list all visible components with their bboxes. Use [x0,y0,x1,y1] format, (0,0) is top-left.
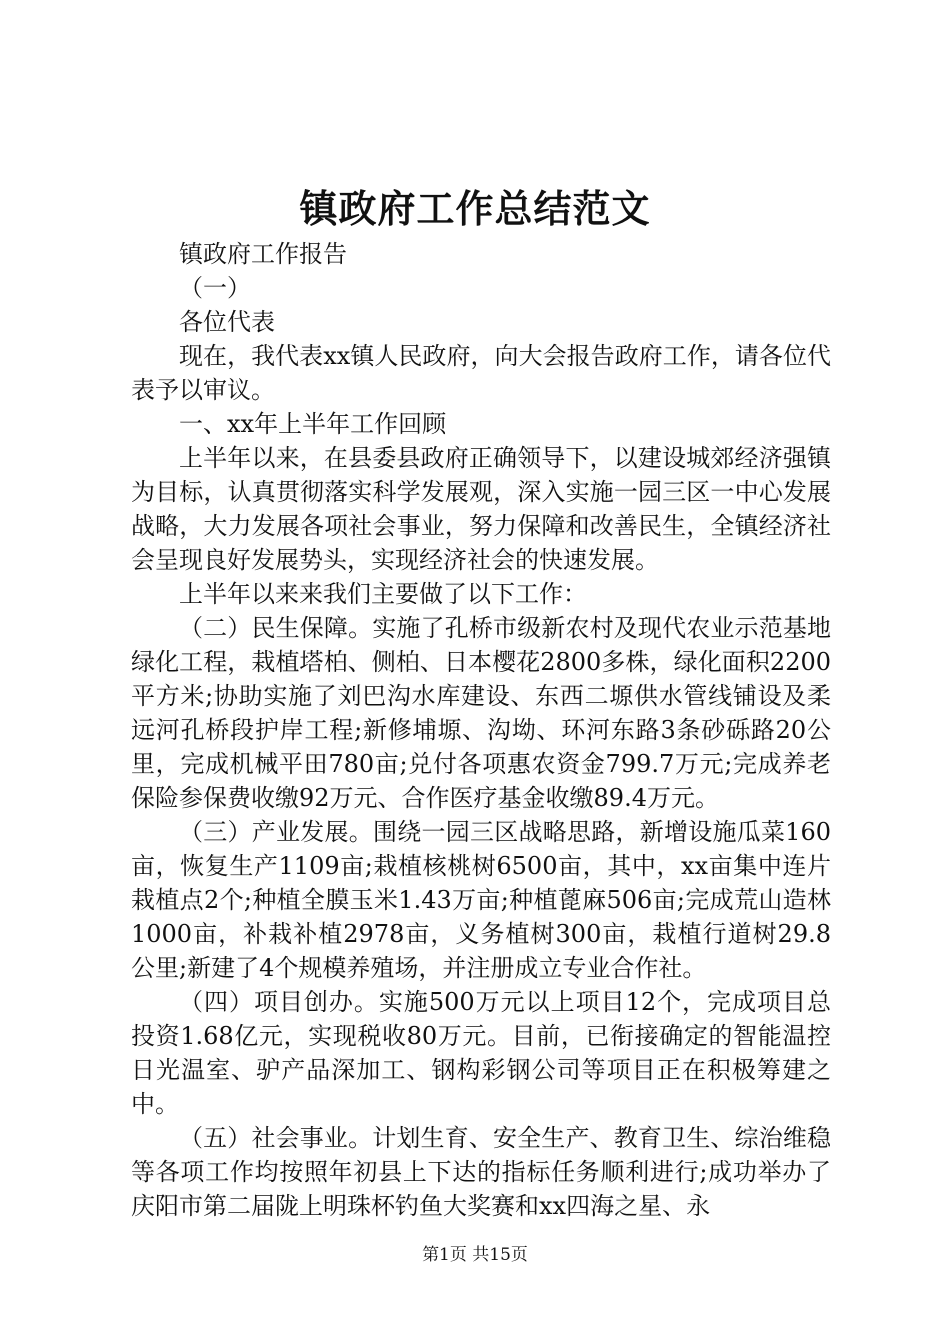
paragraph-intro: 现在，我代表xx镇人民政府，向大会报告政府工作，请各位代表予以审议。 [131,342,831,404]
document-body [131,237,831,1223]
paragraph-overview: 上半年以来，在县委县政府正确领导下，以建设城郊经济强镇为目标，认真贯彻落实科学发展观，深入实施一园三区一中心发展战略，大力发展各项社会事业，努力保障和改善民生，全镇经济社会呈现良好发展势头，实现经济社会的快速发展。 [131,444,831,574]
paragraph-report-heading: 镇政府工作报告 [179,240,347,268]
document-title: 镇政府工作总结范文 [299,186,651,231]
paragraph-review-heading: 一、xx年上半年工作回顾 [179,410,447,438]
paragraph-industry: （三）产业发展。围绕一园三区战略思路，新增设施瓜菜160亩，恢复生产1109亩;栽植核桃树6500亩，其中，xx亩集中连片栽植点2个;种植全膜玉米1.43万亩;种植蓖麻506亩;完成荒山造林1000亩，补栽补植2978亩，义务植树300亩，栽植行道树29.8公里;新建了4个规模养殖场，并注册成立专业合作社。 [131,818,831,982]
paragraph-section-marker: （一） [179,274,251,302]
paragraph-social: （五）社会事业。计划生育、安全生产、教育卫生、综治维稳等各项工作均按照年初县上下达的指标任务顺利进行;成功举办了庆阳市第二届陇上明珠杯钓鱼大奖赛和xx四海之星、永 [131,1124,831,1220]
page-footer: 第1页 共15页 [422,1245,528,1265]
paragraph-salutation: 各位代表 [179,308,275,336]
paragraph-projects: （四）项目创办。实施500万元以上项目12个，完成项目总投资1.68亿元，实现税收80万元。目前，已衔接确定的智能温控日光温室、驴产品深加工、钢构彩钢公司等项目正在积极筹建之中。 [131,988,831,1118]
paragraph-livelihood: （二）民生保障。实施了孔桥市级新农村及现代农业示范基地绿化工程，栽植塔柏、侧柏、日本樱花2800多株，绿化面积2200平方米;协助实施了刘巴沟水库建设、东西二塬供水管线铺设及柔远河孔桥段护岸工程;新修埔塬、沟坳、环河东路3条砂砾路20公里，完成机械平田780亩;兑付各项惠农资金799.7万元;完成养老保险参保费收缴92万元、合作医疗基金收缴89.4万元。 [131,614,831,812]
paragraph-work-lead: 上半年以来来我们主要做了以下工作： [179,580,587,608]
